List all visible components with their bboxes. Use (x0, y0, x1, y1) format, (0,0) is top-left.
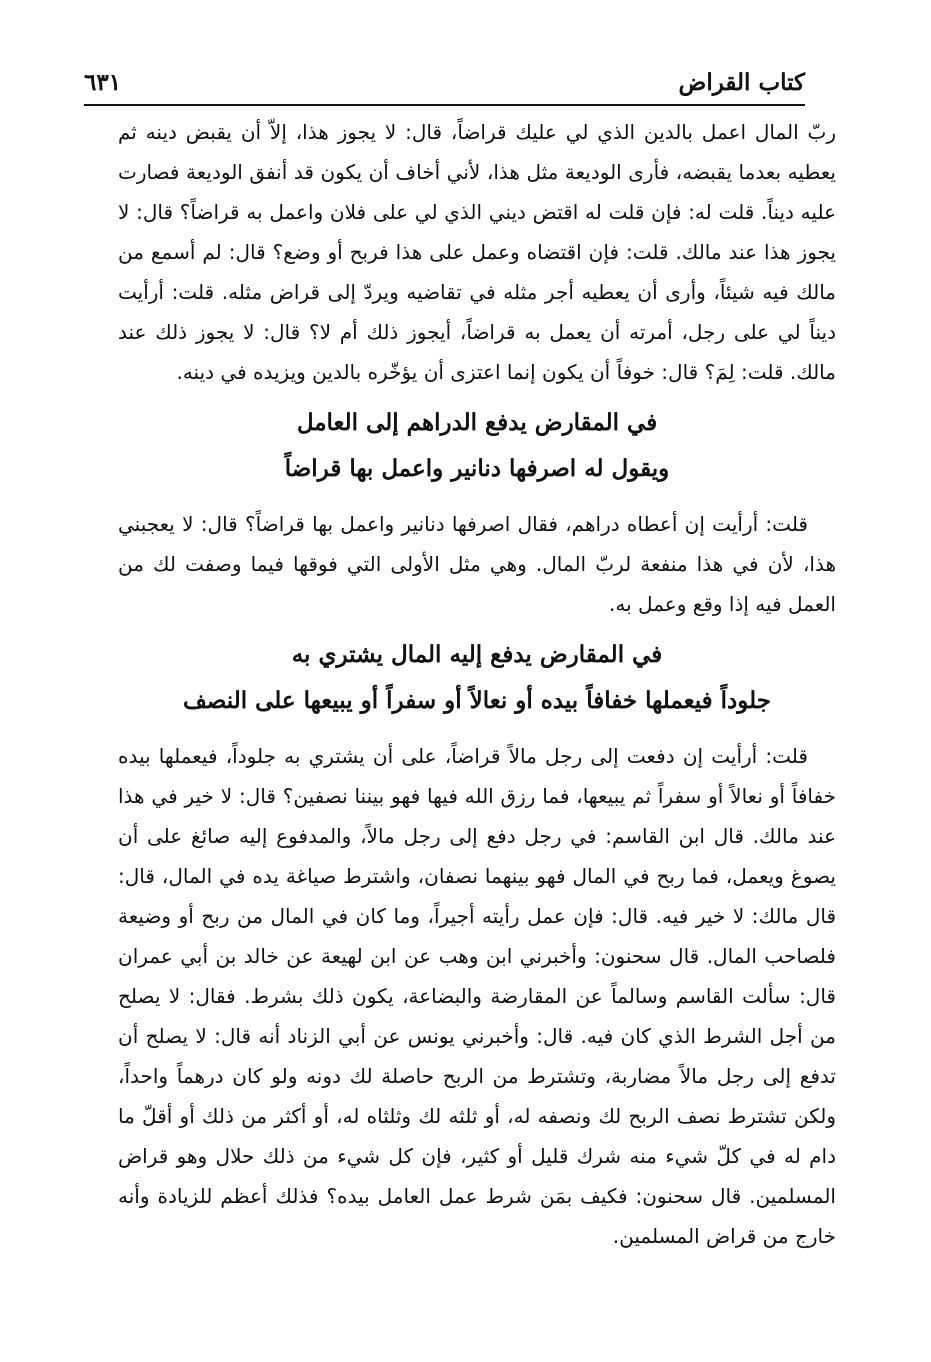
page-number: ٦٣١ (84, 69, 122, 96)
section-heading-dirhams (118, 400, 836, 492)
intro-paragraph: ربّ المال اعمل بالدين الذي لي عليك قراضاً، قال: لا يجوز هذا، إلاّ أن يقبض دينه ثم يعطيه بعدما يقبضه، فأرى الوديعة مثل هذا، لأني أخاف أن يكون قد أنفق الوديعة فصارت عليه ديناً. قلت له: فإن قلت له اقتض ديني الذي لي على فلان واعمل به قراضاً؟ قال: لا يجوز هذا عند مالك. قلت: فإن اقتضاه وعمل على هذا فربح أو وضع؟ قال: لم أسمع من مالك فيه شيئاً، وأرى أن يعطيه أجر مثله في تقاضيه ويردّ إلى قراض مثله. قلت: أرأيت ديناً لي على رجل، أمرته أن يعمل به قراضاً، أيجوز ذلك أم لا؟ قال: لا يجوز ذلك عند مالك. قلت: لِمَ؟ قال: خوفاً أن يكون إنما اعتزى أن يؤخّره بالدين ويزيده في دينه. (118, 120, 836, 384)
section-paragraph-dirhams: قلت: أرأيت إن أعطاه دراهم، فقال اصرفها دنانير واعمل بها قراضاً؟ قال: لا يعجبني هذا، لأن في هذا منفعة لربّ المال. وهي مثل الأولى التي فوقها فيما وصفت لك من العمل فيه إذا وقع وعمل به. (118, 512, 836, 616)
running-title: كتاب القراض (678, 69, 805, 96)
page-body (118, 112, 836, 1256)
header-rule (84, 104, 805, 106)
section-heading-line: في المقارض يدفع إليه المال يشتري به (291, 641, 663, 668)
section-heading-leather (118, 632, 836, 724)
section-heading-line: جلوداً فيعملها خفافاً بيده أو نعالاً أو سفراً أو يبيعها على النصف (183, 687, 771, 714)
section-heading-line: في المقارض يدفع الدراهم إلى العامل (296, 409, 658, 436)
running-header (84, 66, 805, 104)
section-heading-line: ويقول له اصرفها دنانير واعمل بها قراضاً (284, 455, 670, 482)
section-paragraph-leather: قلت: أرأيت إن دفعت إلى رجل مالاً قراضاً، على أن يشتري به جلوداً، فيعملها بيده خفافاً أو نعالاً أو سفراً ثم يبيعها، فما رزق الله فيها فهو بيننا نصفين؟ قال: لا خير في هذا عند مالك. قال ابن القاسم: في رجل دفع إلى رجل مالاً، والمدفوع إليه صائغ على أن يصوغ ويعمل، فما ربح في المال فهو بينهما نصفان، واشترط صياغة يده في المال، قال: قال مالك: لا خير فيه. قال: فإن عمل رأيته أجيراً، وما كان في المال من ربح أو وضيعة فلصاحب المال. قال سحنون: وأخبرني ابن وهب عن ابن لهيعة عن خالد بن أبي عمران قال: سألت القاسم وسالماً عن المقارضة والبضاعة، يكون ذلك بشرط. فقال: لا يصلح من أجل الشرط الذي كان فيه. قال: وأخبرني يونس عن أبي الزناد أنه قال: لا يصلح أن تدفع إلى رجل مالاً مضاربة، وتشترط من الربح حاصلة لك دونه ولو كان درهماً واحداً، ولكن تشترط نصف الربح لك ونصفه له، أو ثلثه لك وثلثاه له، أو أكثر من ذلك أو أقلّ ما دام له في كلّ شيء منه شرك قليل أو كثير، فإن كل شيء من ذلك حلال وهو قراض المسلمين. قال سحنون: فكيف بمَن شرط عمل العامل بيده؟ فذلك أعظم للزيادة وأنه خارج من قراض المسلمين. (118, 744, 836, 1248)
